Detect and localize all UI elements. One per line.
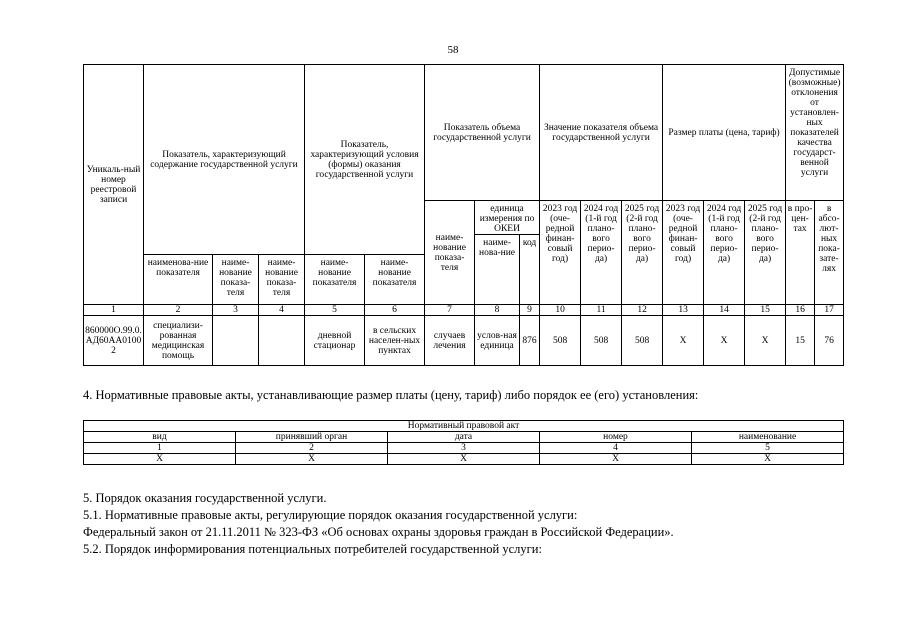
header-col2: наименова-ние показателя xyxy=(144,255,213,305)
header-col4: наиме-нование показа-теля xyxy=(259,255,305,305)
col-num: 6 xyxy=(365,305,425,316)
col-num: 2 xyxy=(144,305,213,316)
header-unit-code: код xyxy=(520,235,540,305)
cell-x: X xyxy=(388,454,540,465)
cell-unit-name: услов-ная единица xyxy=(475,316,520,366)
cell-content: специализи-рованная медицинская помощь xyxy=(144,316,213,366)
col-num: 13 xyxy=(663,305,704,316)
col-num: 4 xyxy=(540,443,692,454)
legal-act-header: Нормативный правовой акт xyxy=(84,421,844,432)
col-authority: принявший орган xyxy=(236,432,388,443)
procedure-text xyxy=(83,490,674,558)
col-num: 15 xyxy=(745,305,786,316)
header-condition-indicator: Показатель, характеризующий условия (формы) оказания государственной услуги xyxy=(305,65,425,255)
header-percent: в про-цен-тах xyxy=(786,201,815,305)
header-absolute: в абсо-лют-ных пока-зате-лях xyxy=(815,201,844,305)
cell-fee-2025: X xyxy=(745,316,786,366)
header-indicator-name: наиме-нование показа-теля xyxy=(425,201,475,305)
header-col6: наиме-нование показателя xyxy=(365,255,425,305)
header-fee: Размер платы (цена, тариф) xyxy=(663,65,786,201)
cell-x: X xyxy=(540,454,692,465)
col-num: 16 xyxy=(786,305,815,316)
col-date: дата xyxy=(388,432,540,443)
section-4-heading: 4. Нормативные правовые акты, устанавливающие размер платы (цену, тариф) либо порядок ее (его) установления: xyxy=(83,388,699,402)
section-5-2-heading: 5.2. Порядок информирования потенциальных потребителей государственной услуги: xyxy=(83,542,542,556)
col-num: 8 xyxy=(475,305,520,316)
col-num: 12 xyxy=(622,305,663,316)
header-unique-number: Уникаль-ный номер реестровой записи xyxy=(84,65,144,305)
cell-x: X xyxy=(236,454,388,465)
col-type: вид xyxy=(84,432,236,443)
col-num: 14 xyxy=(704,305,745,316)
cell-location: в сельских населен-ных пунктах xyxy=(365,316,425,366)
header-fee-2025: 2025 год (2-й год плано-вого перио-да) xyxy=(745,201,786,305)
col-num: 5 xyxy=(305,305,365,316)
header-fee-2023: 2023 год (оче-редной финан-совый год) xyxy=(663,201,704,305)
table-row xyxy=(84,454,844,465)
col-num: 4 xyxy=(259,305,305,316)
cell-value-2025: 508 xyxy=(622,316,663,366)
page-number: 58 xyxy=(447,44,459,56)
header-col5: наиме-нование показателя xyxy=(305,255,365,305)
cell-value-2023: 508 xyxy=(540,316,581,366)
cell-registry-number: 860000О.99.0.АД60АА01002 xyxy=(84,316,144,366)
cell-deviation-abs: 76 xyxy=(815,316,844,366)
col-num: 9 xyxy=(520,305,540,316)
cell-fee-2024: X xyxy=(704,316,745,366)
cell-indicator: случаев лечения xyxy=(425,316,475,366)
col-num: 3 xyxy=(388,443,540,454)
header-unit-okei: единица измерения по ОКЕИ xyxy=(475,201,540,235)
cell-unit-code: 876 xyxy=(520,316,540,366)
col-title: наименование xyxy=(692,432,844,443)
header-content-indicator: Показатель, характеризующий содержание государственной услуги xyxy=(144,65,305,255)
col-num: 2 xyxy=(236,443,388,454)
col-num: 11 xyxy=(581,305,622,316)
col-num: 17 xyxy=(815,305,844,316)
col-num: 3 xyxy=(213,305,259,316)
federal-law-reference: Федеральный закон от 21.11.2011 № 323-ФЗ «Об основах охраны здоровья граждан в Российской Федерации». xyxy=(83,525,674,539)
col-num: 7 xyxy=(425,305,475,316)
cell-empty xyxy=(213,316,259,366)
service-volume-table xyxy=(83,64,844,366)
header-year-2025: 2025 год (2-й год плано-вого перио-да) xyxy=(622,201,663,305)
header-col3: наиме-нование показа-теля xyxy=(213,255,259,305)
col-num: 5 xyxy=(692,443,844,454)
section-5-1-heading: 5.1. Нормативные правовые акты, регулирующие порядок оказания государственной услуги: xyxy=(83,508,578,522)
cell-x: X xyxy=(692,454,844,465)
cell-x: X xyxy=(84,454,236,465)
cell-empty xyxy=(259,316,305,366)
header-deviation: Допустимые (возможные) отклонения от установлен-ных показателей качества государст-венной услуги xyxy=(786,65,844,201)
header-unit-name: наиме-нова-ние xyxy=(475,235,520,305)
cell-value-2024: 508 xyxy=(581,316,622,366)
header-year-2024: 2024 год (1-й год плано-вого перио-да) xyxy=(581,201,622,305)
cell-fee-2023: X xyxy=(663,316,704,366)
header-volume-indicator: Показатель объема государственной услуги xyxy=(425,65,540,201)
column-numbers-row xyxy=(84,305,844,316)
header-year-2023: 2023 год (оче-редной финан-совый год) xyxy=(540,201,581,305)
col-number: номер xyxy=(540,432,692,443)
table-row xyxy=(84,316,844,366)
col-num: 1 xyxy=(84,305,144,316)
legal-acts-table xyxy=(83,420,844,465)
header-volume-value: Значение показателя объема государственной услуги xyxy=(540,65,663,201)
section-5-heading: 5. Порядок оказания государственной услуги. xyxy=(83,491,327,505)
col-num: 1 xyxy=(84,443,236,454)
col-num: 10 xyxy=(540,305,581,316)
cell-condition: дневной стационар xyxy=(305,316,365,366)
cell-deviation-pct: 15 xyxy=(786,316,815,366)
header-fee-2024: 2024 год (1-й год плано-вого перио-да) xyxy=(704,201,745,305)
